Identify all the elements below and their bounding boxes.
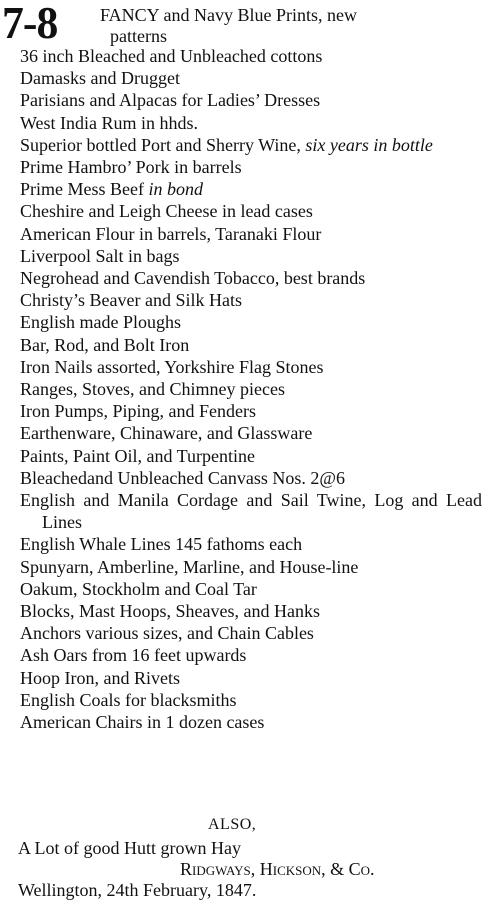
list-item (20, 644, 482, 666)
list-item (20, 422, 482, 444)
item-text: Iron Nails assorted, Yorkshire Flag Stones (20, 356, 324, 377)
list-item (20, 400, 482, 422)
item-text: Prime Mess Beef (20, 179, 144, 200)
list-item (20, 112, 482, 134)
list-item (20, 156, 482, 178)
item-text: Ranges, Stoves, and Chimney pieces (20, 379, 285, 400)
item-text: Oakum, Stockholm and Coal Tar (20, 578, 257, 599)
list-item (20, 445, 482, 467)
list-item (20, 467, 482, 489)
ad-number: 7-8 (2, 0, 58, 48)
item-text: English Coals for blacksmiths (20, 689, 237, 710)
item-text: Iron Pumps, Piping, and Fenders (20, 401, 256, 422)
list-item (20, 45, 482, 67)
list-item (20, 378, 482, 400)
item-text: Ash Oars from 16 feet upwards (20, 645, 247, 666)
item-text: Christy’s Beaver and Silk Hats (20, 290, 242, 311)
item-text: Prime Hambro’ Pork in barrels (20, 157, 242, 178)
item-text: Bleachedand Unbleached Canvass Nos. 2@6 (20, 467, 345, 488)
list-item (20, 289, 482, 311)
list-item (20, 267, 482, 289)
item-text: Cheshire and Leigh Cheese in lead cases (20, 201, 313, 222)
list-item (20, 578, 482, 600)
dateline: Wellington, 24th February, 1847. (18, 880, 257, 900)
list-item (20, 667, 482, 689)
list-item (20, 89, 482, 111)
item-text: Earthenware, Chinaware, and Glassware (20, 423, 313, 444)
list-item (20, 356, 482, 378)
item-text: English Whale Lines 145 fathoms each (20, 534, 303, 555)
item-text: English and Manila Cordage and Sail Twine, Log and Lead Lines (20, 490, 482, 533)
list-item (20, 311, 482, 333)
list-item (20, 223, 482, 245)
item-text: English made Ploughs (20, 312, 181, 333)
list-item (20, 245, 482, 267)
item-italic-note: six years in bottle (305, 134, 433, 155)
list-item (20, 334, 482, 356)
list-item (20, 489, 482, 533)
hay-line: A Lot of good Hutt grown Hay (18, 838, 241, 858)
item-text: Paints, Paint Oil, and Turpentine (20, 445, 256, 466)
item-text: Bar, Rod, and Bolt Iron (20, 334, 190, 355)
item-text: Damasks and Drugget (20, 68, 180, 89)
also-label: ALSO, (208, 816, 257, 833)
list-item (20, 533, 482, 555)
item-text: Liverpool Salt in bags (20, 245, 180, 266)
item-italic-note: in bond (148, 179, 203, 200)
list-item (20, 67, 482, 89)
ad-first-line-continuation: patterns (110, 26, 167, 46)
list-item (20, 178, 482, 200)
item-text: Superior bottled Port and Sherry Wine, (20, 134, 301, 155)
item-text: American Chairs in 1 dozen cases (20, 712, 265, 733)
item-text: West India Rum in hhds. (20, 112, 199, 133)
item-text: 36 inch Bleached and Unbleached cottons (20, 46, 323, 66)
list-item (20, 200, 482, 222)
list-item (20, 622, 482, 644)
item-text: Hoop Iron, and Rivets (20, 667, 180, 688)
list-item (20, 600, 482, 622)
list-item (20, 711, 482, 733)
item-text: Anchors various sizes, and Chain Cables (20, 623, 314, 644)
merchant-signature: Ridgways, Hickson, & Co. (180, 859, 375, 879)
list-item (20, 134, 482, 156)
item-list (20, 45, 482, 733)
item-text: Blocks, Mast Hoops, Sheaves, and Hanks (20, 601, 320, 622)
list-item (20, 556, 482, 578)
item-text: Parisians and Alpacas for Ladies’ Dresses (20, 90, 321, 111)
item-text: Negrohead and Cavendish Tobacco, best brands (20, 268, 366, 289)
item-text: American Flour in barrels, Taranaki Flour (20, 223, 322, 244)
list-item (20, 689, 482, 711)
item-text: Spunyarn, Amberline, Marline, and House-line (20, 556, 359, 577)
ad-first-line: FANCY and Navy Blue Prints, new (100, 5, 357, 25)
